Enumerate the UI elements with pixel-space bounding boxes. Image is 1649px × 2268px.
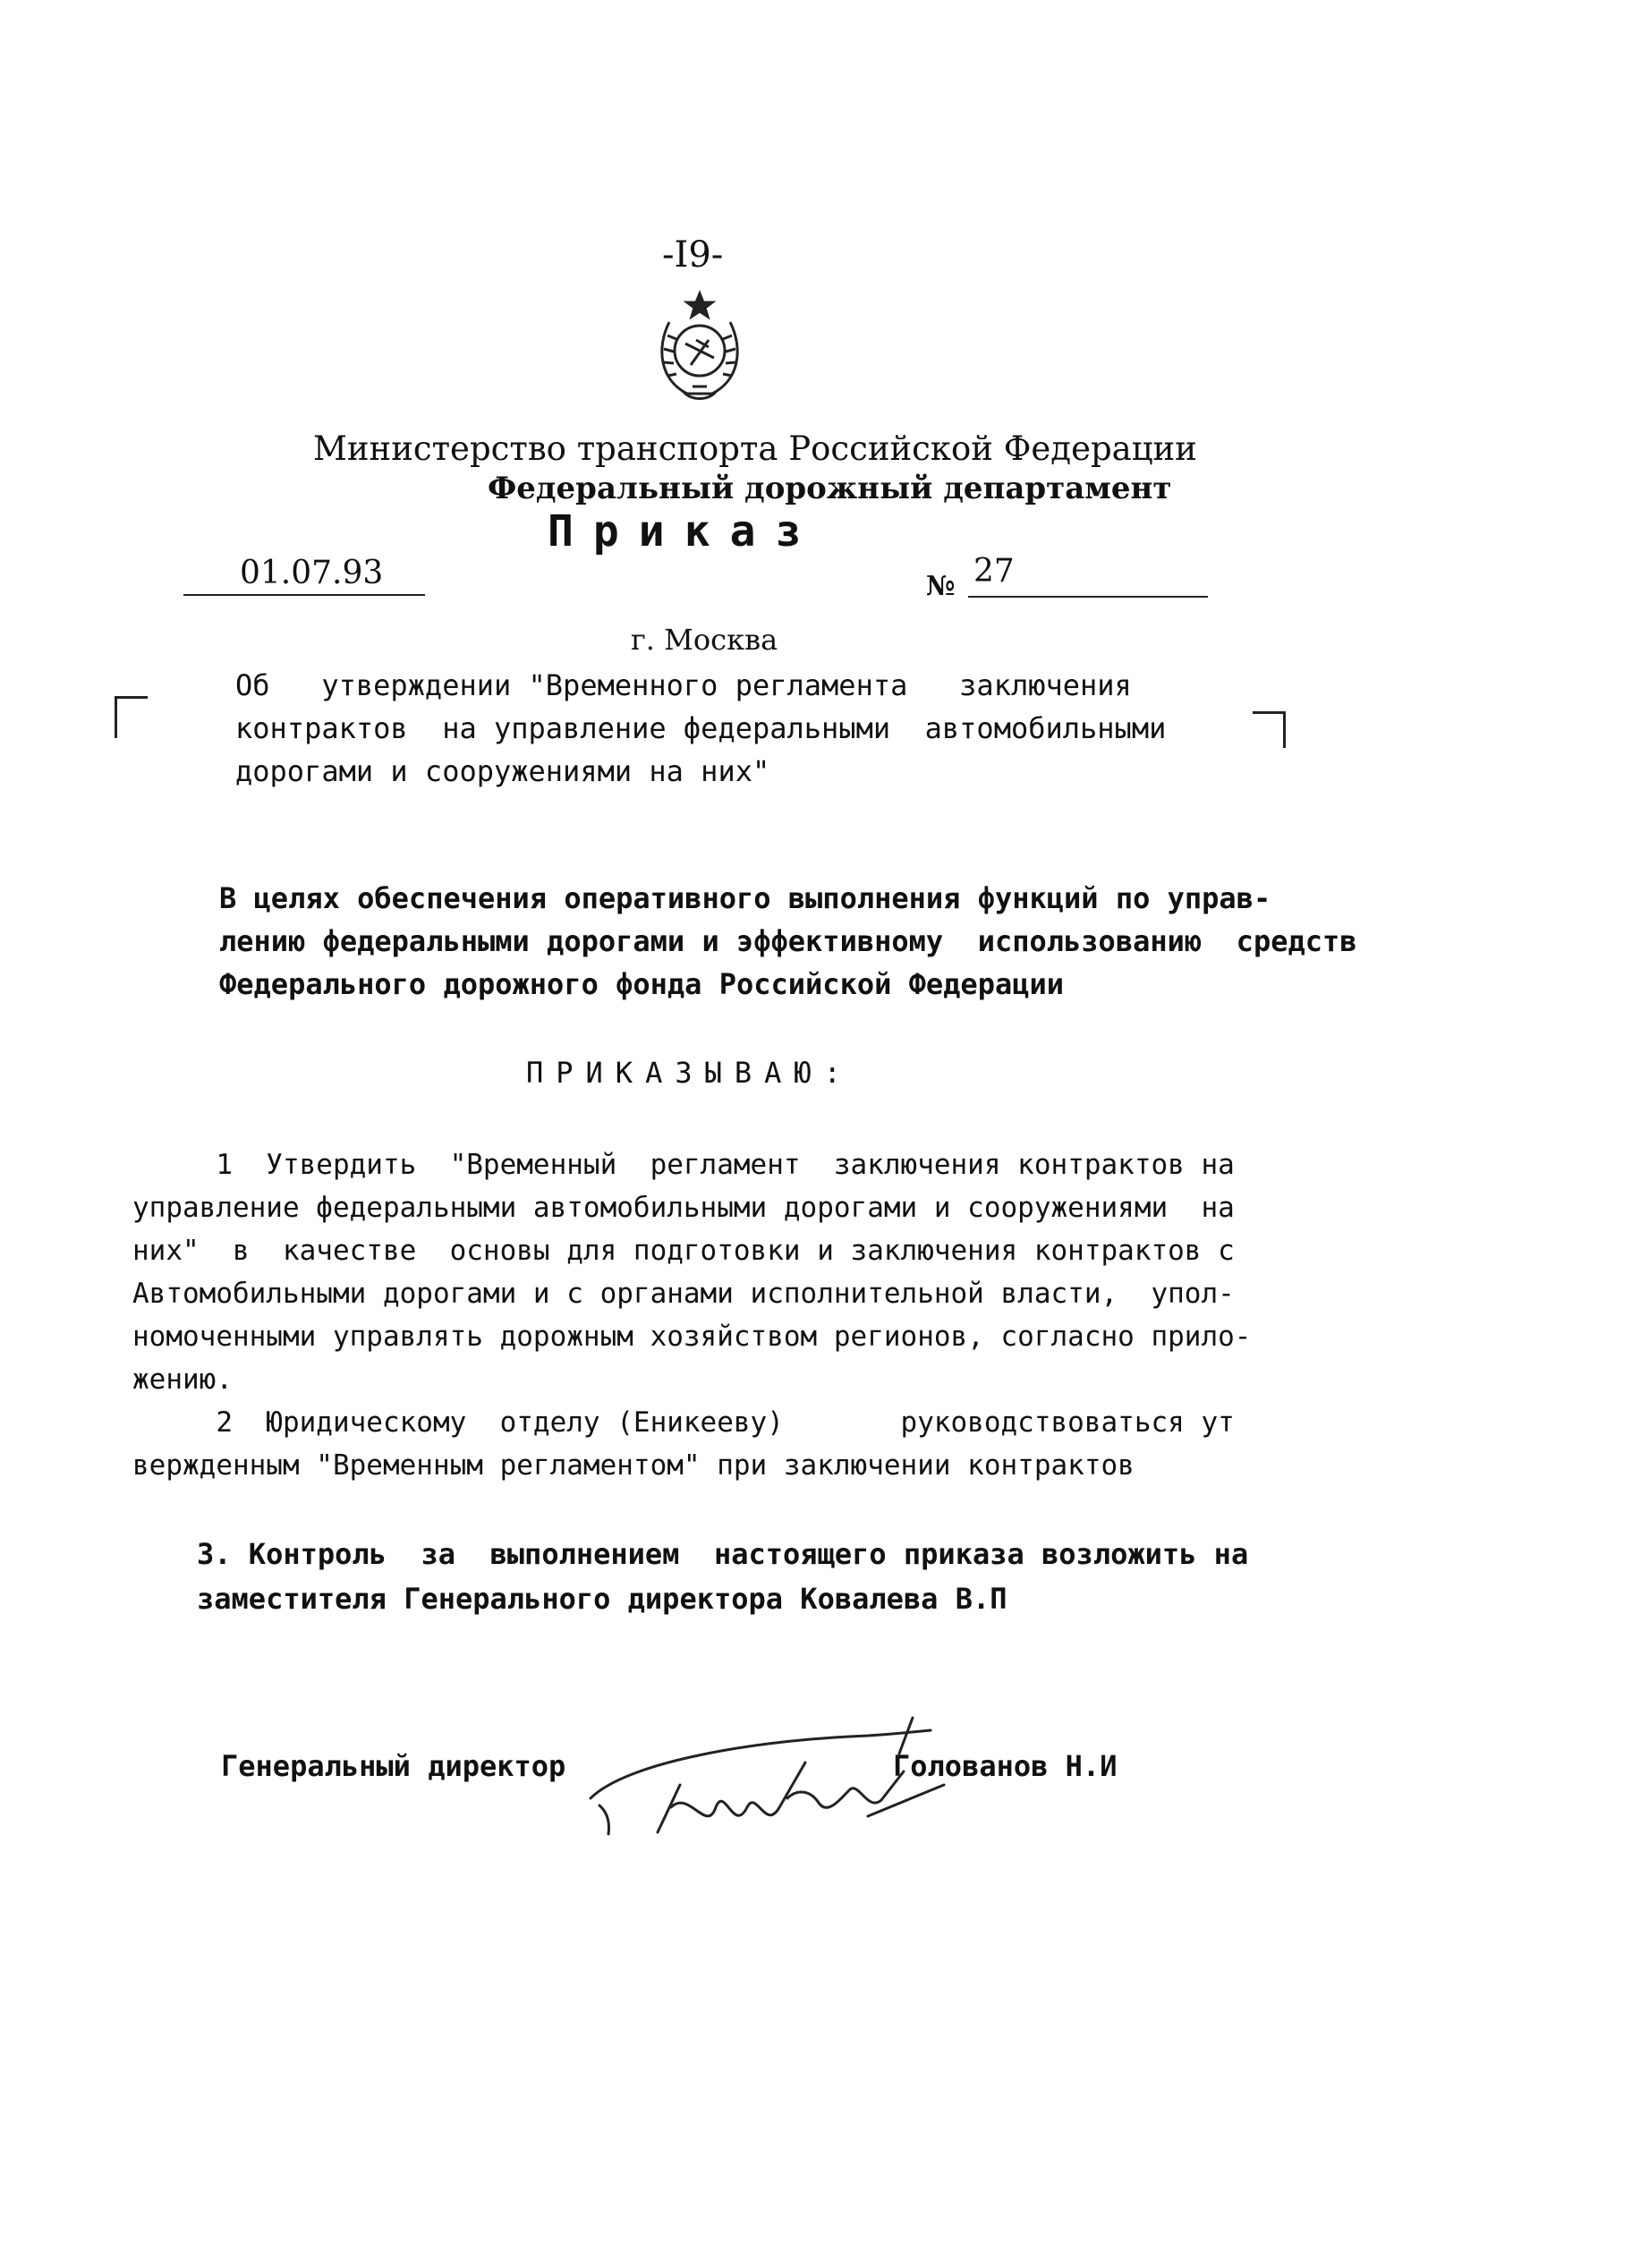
document-number: 27 xyxy=(973,553,1015,590)
signatory-title: Генеральный директор xyxy=(221,1749,566,1783)
document-date: 01.07.93 xyxy=(240,555,384,591)
ministry-name: Министерство транспорта Российской Федерации xyxy=(313,429,1197,468)
state-emblem-icon xyxy=(651,286,748,403)
order-heading: ПРИКАЗЫВАЮ: xyxy=(526,1056,854,1090)
preamble-paragraph: В целях обеспечения оперативного выполнения функций по управ- лению федеральными дорогами и эффективному использованию средств Федерального дорожного фонда Российской Федерации xyxy=(219,881,1357,1001)
department-name: Федеральный дорожный департамент xyxy=(488,471,1172,506)
subject-bracket-left xyxy=(115,696,148,738)
signatory-name: Голованов Н.И xyxy=(893,1749,1118,1783)
document-city: г. Москва xyxy=(631,623,778,657)
order-items-1-2: 1 Утвердить "Временный регламент заключения контрактов на управление федеральными автомобильными дорогами и сооружениями на них" в качестве основы для подготовки и заключения контрактов с Автомобильными дорогами и с органами исполнительной власти, упол- номоченными управлять дорожным хозяйством регионов, согласно прило- жению. 2 Юридическому отделу (Еникееву) руководствоваться ут вержденным "Временным регламентом" при заключении контрактов xyxy=(132,1149,1252,1482)
subject-bracket-right xyxy=(1253,711,1286,748)
document-type-title: Приказ xyxy=(548,506,821,556)
page-number: -I9- xyxy=(662,234,724,276)
order-item-3: 3. Контроль за выполнением настоящего приказа возложить на заместителя Генерального директора Ковалева В.П xyxy=(197,1537,1249,1616)
document-subject: Об утверждении "Временного регламента заключения контрактов на управление федеральными автомобильными дорогами и сооружениями на них" xyxy=(235,668,1167,788)
number-sign: № xyxy=(926,571,956,602)
